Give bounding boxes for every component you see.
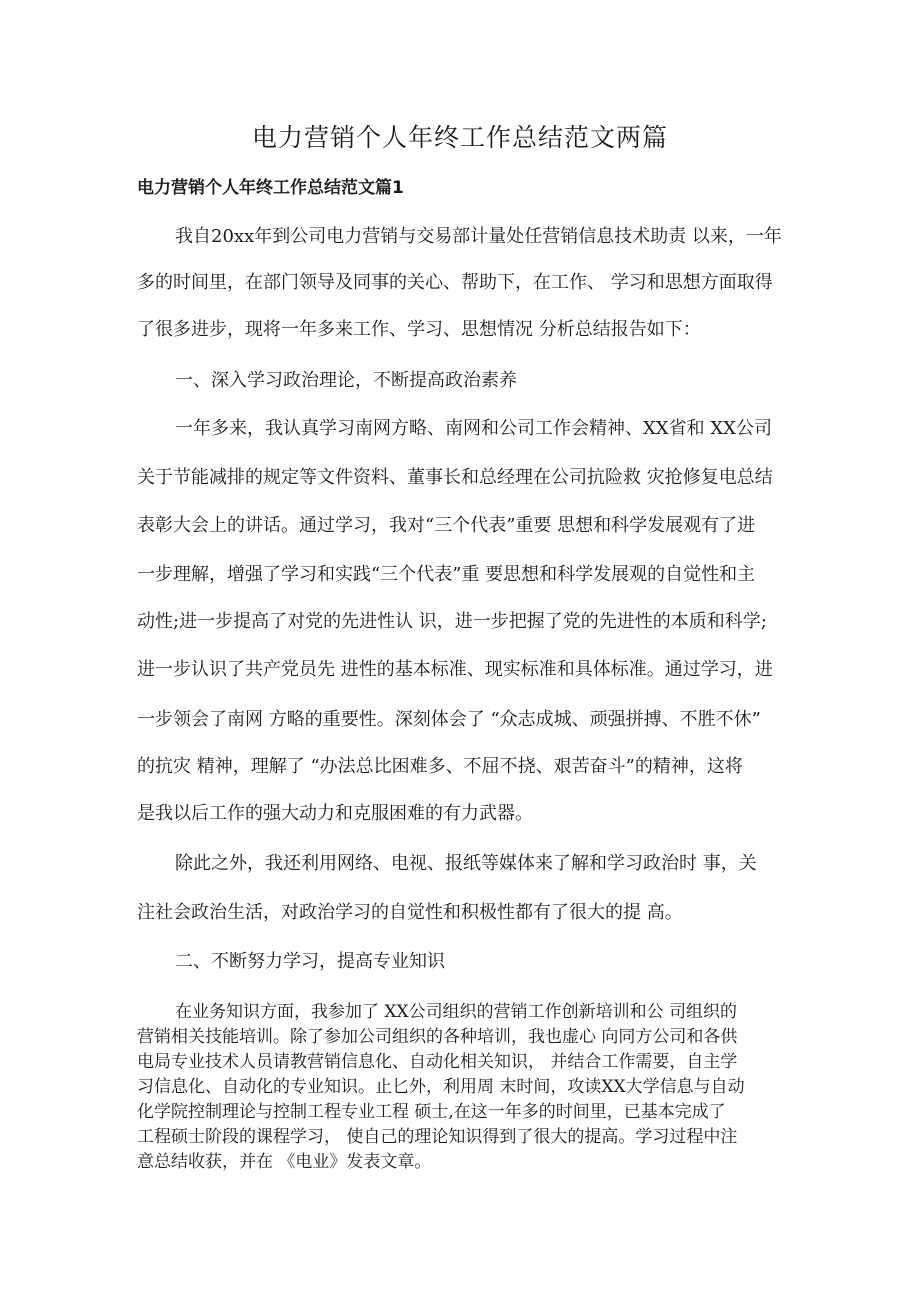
- paragraph-2-line-2: 关于节能减排的规定等文件资料、董事长和总经理在公司抗险救 灾抢修复电总结: [137, 467, 773, 488]
- document-title: 电力营销个人年终工作总结范文两篇: [251, 123, 668, 152]
- paragraph-4-line-7: 意总结收获，并在 《电业》发表文章。: [137, 1152, 432, 1172]
- paragraph-4-line-4: 习信息化、自动化的专业知识。止匕外，利用周 末时间，攻读XX大学信息与自动: [137, 1077, 745, 1097]
- paragraph-3-line-2: 注社会政治生活，对政治学习的自觉性和积极性都有了很大的提 高。: [137, 902, 683, 923]
- paragraph-2-line-8: 的抗灾 精神，理解了 “办法总比困难多、不屈不挠、艰苦奋斗”的精神，这将: [137, 756, 743, 777]
- paragraph-4-line-2: 营销相关技能培训。除了参加公司组织的各种培训，我也虚心 向同方公司和各供: [137, 1027, 738, 1047]
- paragraph-2-line-1: 一年多来，我认真学习南网方略、南网和公司工作会精神、XX省和 XX公司: [175, 418, 772, 439]
- paragraph-3-line-1: 除此之外，我还利用网络、电视、报纸等媒体来了解和学习政治时 事，关: [175, 853, 757, 874]
- document-subtitle: 电力营销个人年终工作总结范文篇1: [137, 178, 404, 198]
- paragraph-4-line-6: 工程硕士阶段的课程学习， 使自己的理论知识得到了很大的提高。学习过程中注: [137, 1127, 738, 1147]
- paragraph-1-line-1: 我自20xx年到公司电力营销与交易部计量处任营销信息技术助责 以来，一年: [175, 226, 782, 247]
- paragraph-2-line-4: 一步理解，增强了学习和实践“三个代表”重 要思想和科学发展观的自觉性和主: [137, 564, 756, 585]
- paragraph-4-line-3: 电局专业技术人员请教营销信息化、自动化相关知识， 并结合工作需要，自主学: [137, 1052, 738, 1072]
- paragraph-4-line-1: 在业务知识方面，我参加了 XX公司组织的营销工作创新培训和公 司组织的: [175, 1002, 738, 1022]
- paragraph-2-line-9: 是我以后工作的强大动力和克服困难的有力武器。: [137, 803, 533, 824]
- section-heading-2: 二、不断努力学习，提高专业知识: [175, 951, 445, 972]
- paragraph-4-line-5: 化学院控制理论与控制工程专业工程 硕士,在这一年多的时间里，已基本完成了: [137, 1102, 726, 1122]
- paragraph-2-line-5: 动性;进一步提高了对党的先进性认 识，进一步把握了党的先进性的本质和科学;: [137, 611, 767, 632]
- paragraph-1-line-3: 了很多进步，现将一年多来工作、学习、思想情况 分析总结报告如下：: [137, 319, 701, 340]
- section-heading-1: 一、深入学习政治理论，不断提高政治素养: [175, 370, 517, 391]
- paragraph-2-line-7: 一步领会了南网 方略的重要性。深刻体会了 “众志成城、顽强拼搏、不胜不休”: [137, 709, 761, 730]
- paragraph-1-line-2: 多的时间里，在部门领导及同事的关心、帮助下，在工作、 学习和思想方面取得: [137, 272, 773, 293]
- paragraph-2-line-3: 表彰大会上的讲话。通过学习，我对“三个代表”重要 思想和科学发展观有了进: [137, 515, 756, 536]
- paragraph-2-line-6: 进一步认识了共产党员先 进性的基本标准、现实标准和具体标准。通过学习，进: [137, 659, 773, 680]
